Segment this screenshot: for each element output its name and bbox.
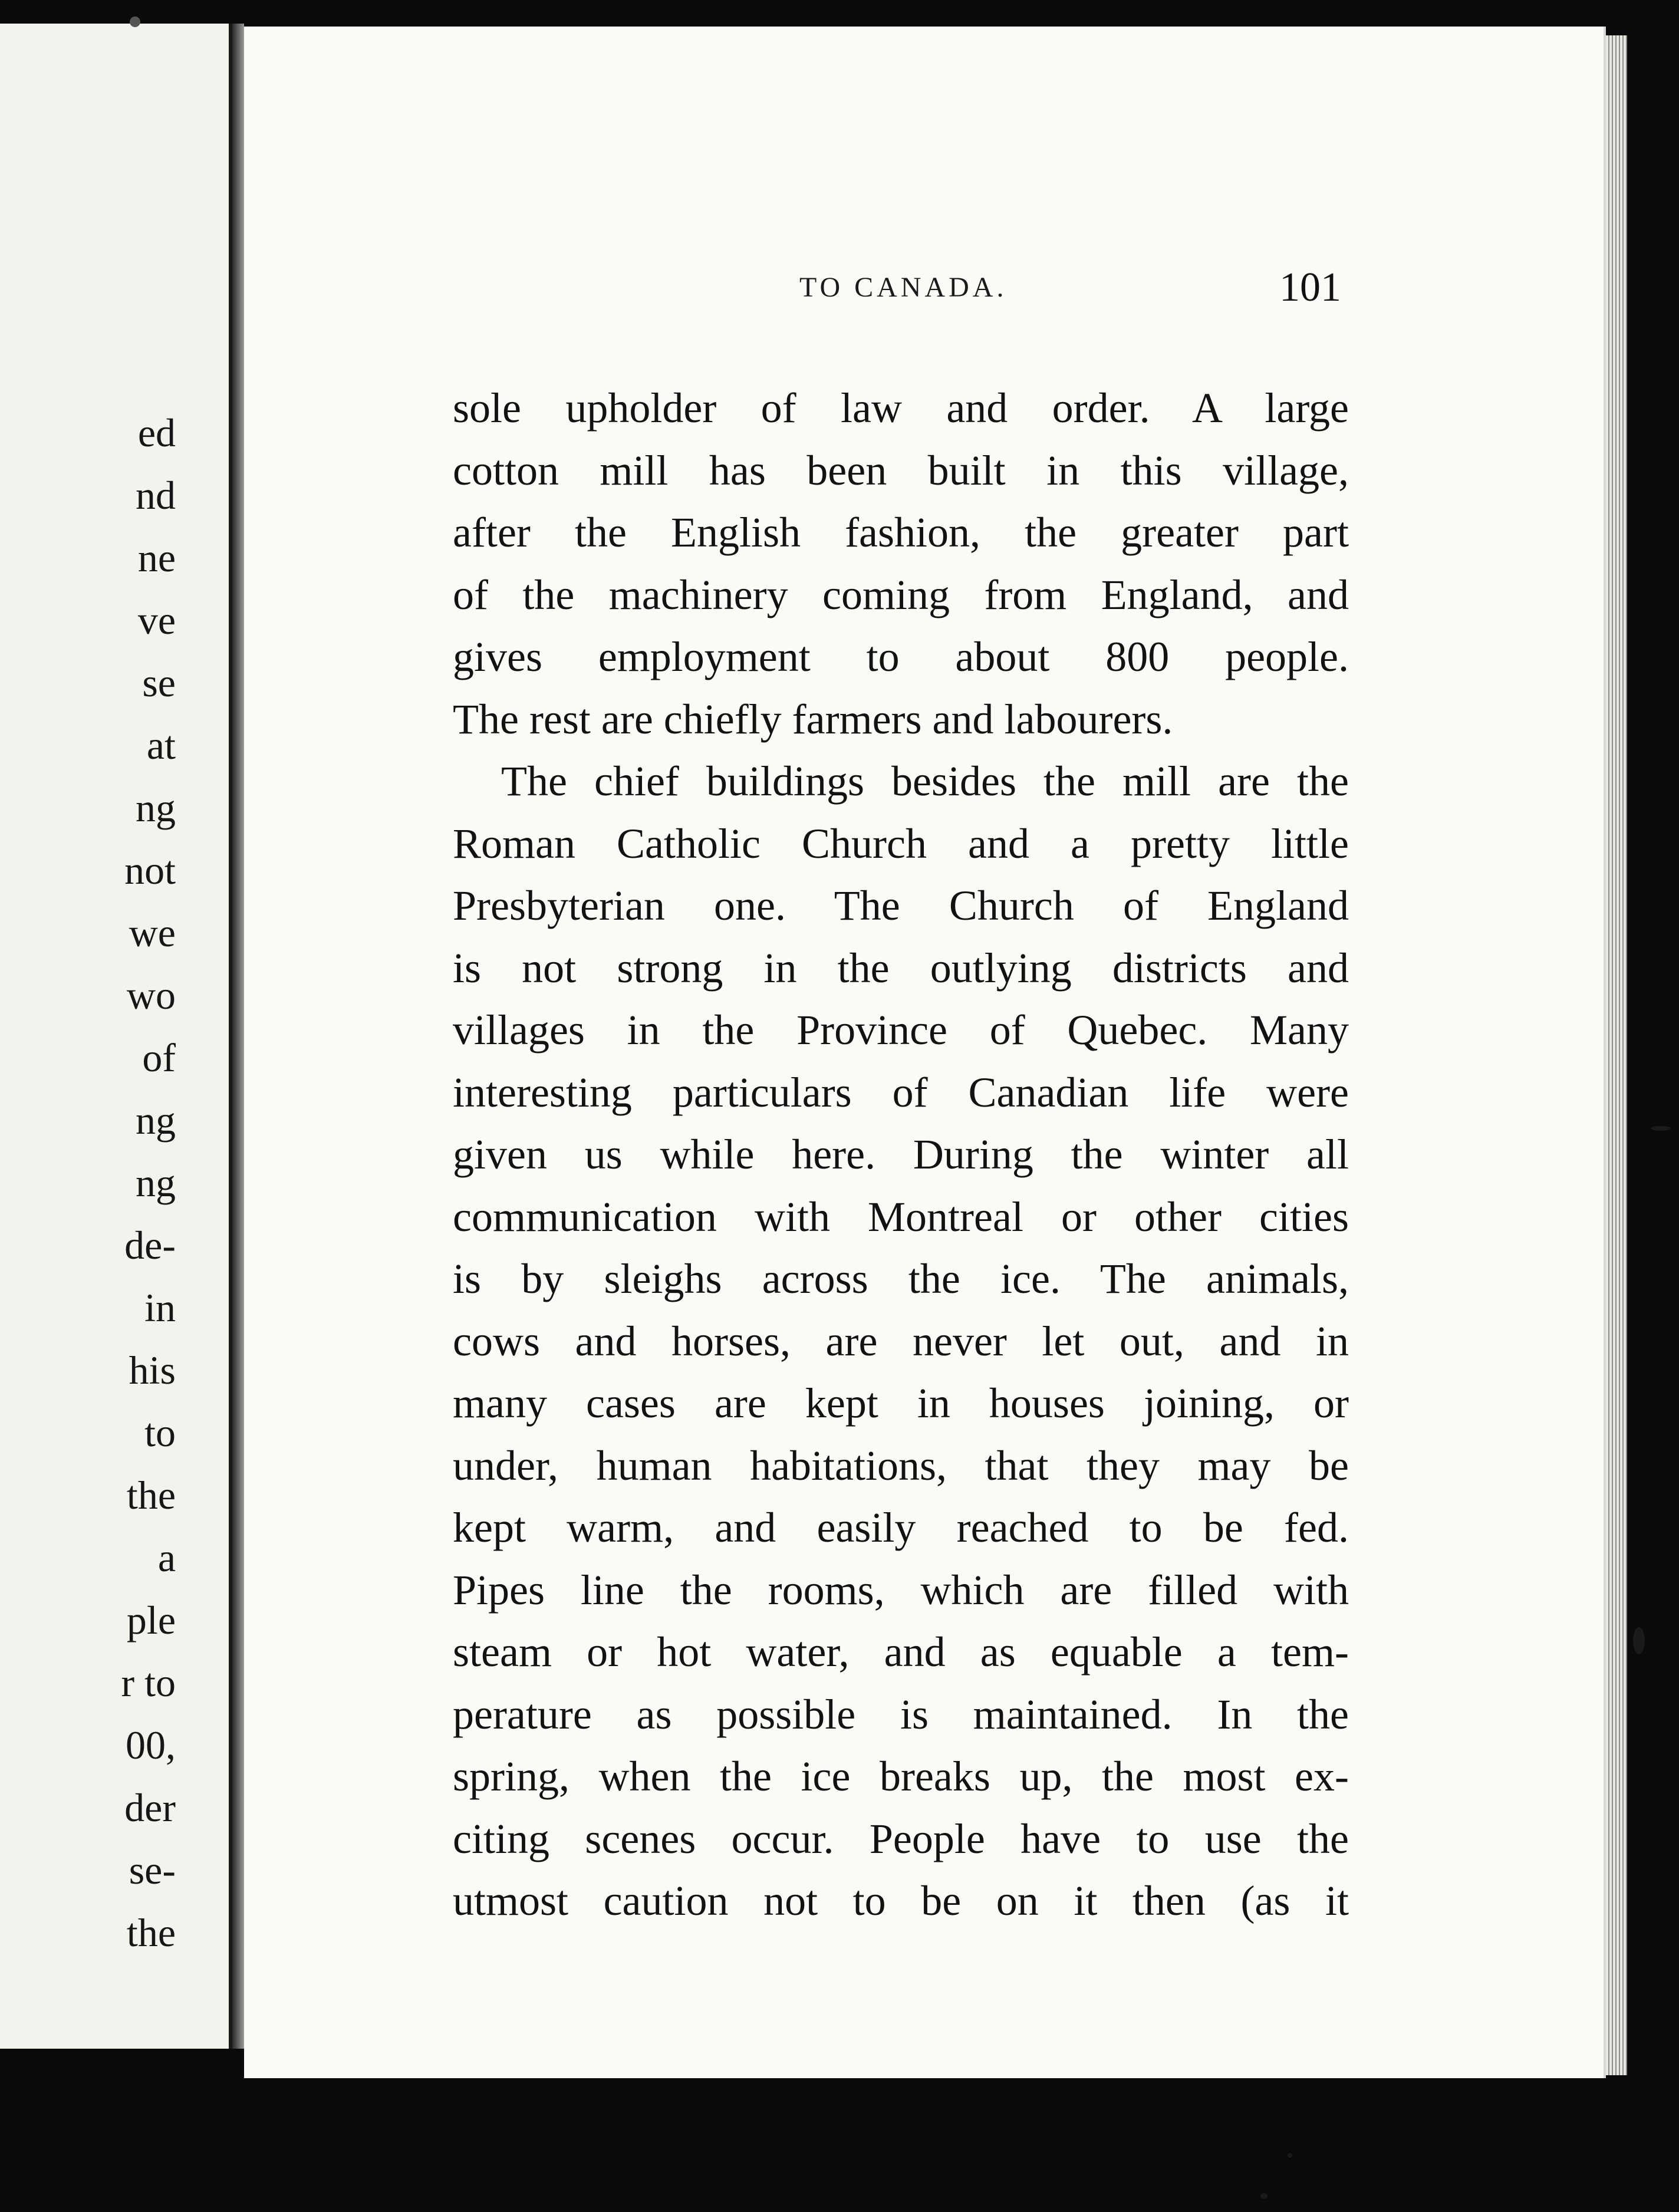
text-line: kept warm, and easily reached to be fed.: [453, 1504, 1349, 1551]
text-line: given us while here. During the winter all: [453, 1131, 1349, 1178]
left-page-fragment: ple: [126, 1598, 176, 1642]
text-line: of the machinery coming from England, and: [453, 571, 1349, 618]
scan-speck: [130, 17, 140, 27]
left-page-fragment: a: [157, 1535, 176, 1580]
text-line: perature as possible is maintained. In the: [453, 1690, 1349, 1738]
body-text: [453, 377, 1349, 1933]
text-line: interesting particulars of Canadian life were: [453, 1068, 1349, 1116]
left-page-fragment: in: [144, 1285, 176, 1330]
text-line: cotton mill has been built in this village,: [453, 446, 1349, 494]
running-head: TO CANADA.: [799, 272, 1008, 303]
text-line: is by sleighs across the ice. The animals,: [453, 1255, 1349, 1302]
page-edges: [1606, 35, 1627, 2075]
scan-speck: [1288, 2153, 1292, 2158]
text-line: is not strong in the outlying districts and: [453, 944, 1349, 992]
left-page-fragment: ed: [137, 410, 176, 455]
left-page-fragment: ne: [137, 535, 176, 580]
text-line: citing scenes occur. People have to use the: [453, 1815, 1349, 1862]
text-line: villages in the Province of Quebec. Many: [453, 1006, 1349, 1054]
left-page-fragment: ng: [136, 1160, 176, 1205]
text-line: utmost caution not to be on it then (as it: [453, 1877, 1349, 1924]
left-page-fragment: his: [129, 1348, 176, 1393]
left-page-fragment: se: [142, 660, 176, 705]
text-line: Roman Catholic Church and a pretty little: [453, 819, 1349, 867]
left-page-fragment: 00,: [126, 1723, 176, 1767]
text-line: spring, when the ice breaks up, the most ex-: [453, 1753, 1349, 1800]
left-page-fragment: we: [129, 910, 176, 955]
left-page-fragment: at: [146, 723, 176, 768]
left-page-fragment: der: [124, 1785, 176, 1830]
left-page: [0, 24, 232, 2049]
left-page-fragment: to: [144, 1410, 176, 1455]
left-page-fragment: nd: [136, 473, 176, 518]
left-page-fragment: ng: [136, 1098, 176, 1143]
text-line: steam or hot water, and as equable a tem-: [453, 1628, 1349, 1676]
text-line: after the English fashion, the greater part: [453, 509, 1349, 556]
left-page-fragment: de-: [124, 1223, 176, 1268]
left-page-fragment: wo: [126, 973, 176, 1018]
scan-speck: [1260, 2193, 1268, 2199]
text-line: under, human habitations, that they may be: [453, 1441, 1349, 1489]
text-line: communication with Montreal or other cities: [453, 1193, 1349, 1240]
left-page-fragment: of: [142, 1035, 176, 1080]
text-line: Pipes line the rooms, which are filled with: [453, 1566, 1349, 1614]
left-page-fragment: ng: [136, 785, 176, 830]
text-line: gives employment to about 800 people.: [453, 633, 1349, 680]
text-line: cows and horses, are never let out, and in: [453, 1317, 1349, 1365]
text-line: The rest are chiefly farmers and labourers.: [453, 695, 1173, 743]
text-line: many cases are kept in houses joining, or: [453, 1380, 1349, 1427]
text-line: sole upholder of law and order. A large: [453, 384, 1349, 432]
text-line: Presbyterian one. The Church of England: [453, 882, 1349, 929]
left-page-fragment: se-: [129, 1848, 176, 1892]
scan-speck: [1651, 1126, 1671, 1131]
text-line: The chief buildings besides the mill are the: [501, 758, 1349, 805]
page-number: 101: [1279, 265, 1341, 310]
book-gutter: [232, 24, 244, 2049]
left-page-fragment: the: [126, 1910, 176, 1955]
left-page-fragment: not: [124, 848, 176, 893]
left-page-fragment: r to: [121, 1660, 176, 1705]
left-page-fragment: the: [126, 1473, 176, 1518]
left-page-fragment: ve: [137, 598, 176, 643]
scan-speck: [1633, 1627, 1645, 1654]
